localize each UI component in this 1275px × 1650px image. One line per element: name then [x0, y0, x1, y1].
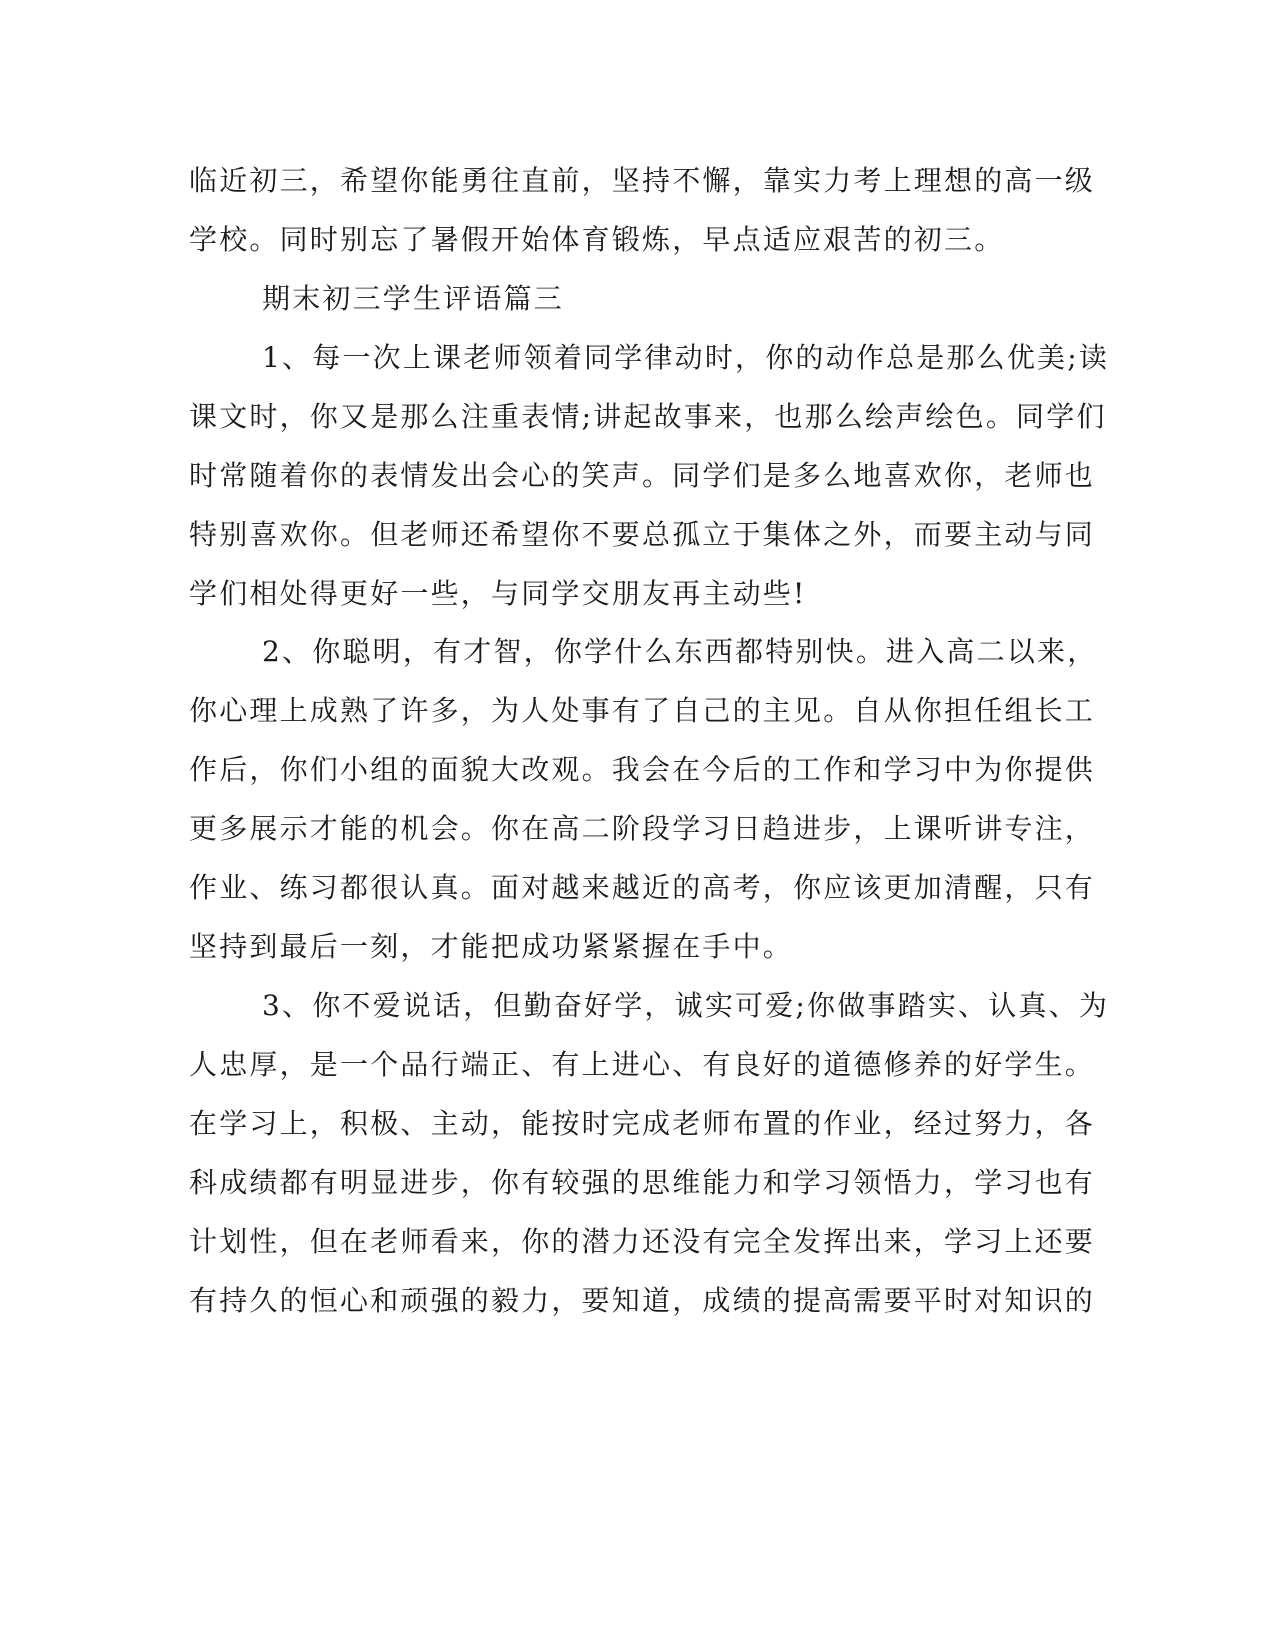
paragraph-line: 计划性，但在老师看来，你的潜力还没有完全发挥出来，学习上还要	[189, 1225, 1096, 1258]
paragraph-line: 临近初三，希望你能勇往直前，坚持不懈，靠实力考上理想的高一级	[189, 164, 1096, 197]
paragraph-line: 你心理上成熟了许多，为人处事有了自己的主见。自从你担任组长工	[189, 694, 1096, 727]
paragraph-line: 作后，你们小组的面貌大改观。我会在今后的工作和学习中为你提供	[189, 753, 1096, 786]
paragraph-line: 人忠厚，是一个品行端正、有上进心、有良好的道德修养的好学生。	[189, 1048, 1096, 1081]
paragraph-line: 更多展示才能的机会。你在高二阶段学习日趋进步，上课听讲专注，	[189, 812, 1096, 845]
paragraph-line: 作业、练习都很认真。面对越来越近的高考，你应该更加清醒，只有	[189, 871, 1096, 904]
paragraph-line: 2、你聪明，有才智，你学什么东西都特别快。进入高二以来，	[262, 635, 1098, 668]
paragraph-line: 坚持到最后一刻，才能把成功紧紧握在手中。	[189, 930, 794, 963]
paragraph-line: 课文时，你又是那么注重表情;讲起故事来，也那么绘声绘色。同学们	[189, 400, 1107, 433]
paragraph-line: 学校。同时别忘了暑假开始体育锻炼，早点适应艰苦的初三。	[189, 223, 1005, 256]
paragraph-line: 3、你不爱说话，但勤奋好学，诚实可爱;你做事踏实、认真、为	[262, 989, 1110, 1022]
paragraph-line: 有持久的恒心和顽强的毅力，要知道，成绩的提高需要平时对知识的	[189, 1284, 1096, 1317]
paragraph-line: 特别喜欢你。但老师还希望你不要总孤立于集体之外，而要主动与同	[189, 518, 1096, 551]
section-heading: 期末初三学生评语篇三	[262, 282, 565, 315]
paragraph-line: 在学习上，积极、主动，能按时完成老师布置的作业，经过努力，各	[189, 1107, 1096, 1140]
paragraph-line: 1、每一次上课老师领着同学律动时，你的动作总是那么优美;读	[262, 341, 1110, 374]
paragraph-line: 学们相处得更好一些，与同学交朋友再主动些!	[189, 577, 807, 610]
paragraph-line: 科成绩都有明显进步，你有较强的思维能力和学习领悟力，学习也有	[189, 1166, 1096, 1199]
paragraph-line: 时常随着你的表情发出会心的笑声。同学们是多么地喜欢你，老师也	[189, 459, 1096, 492]
